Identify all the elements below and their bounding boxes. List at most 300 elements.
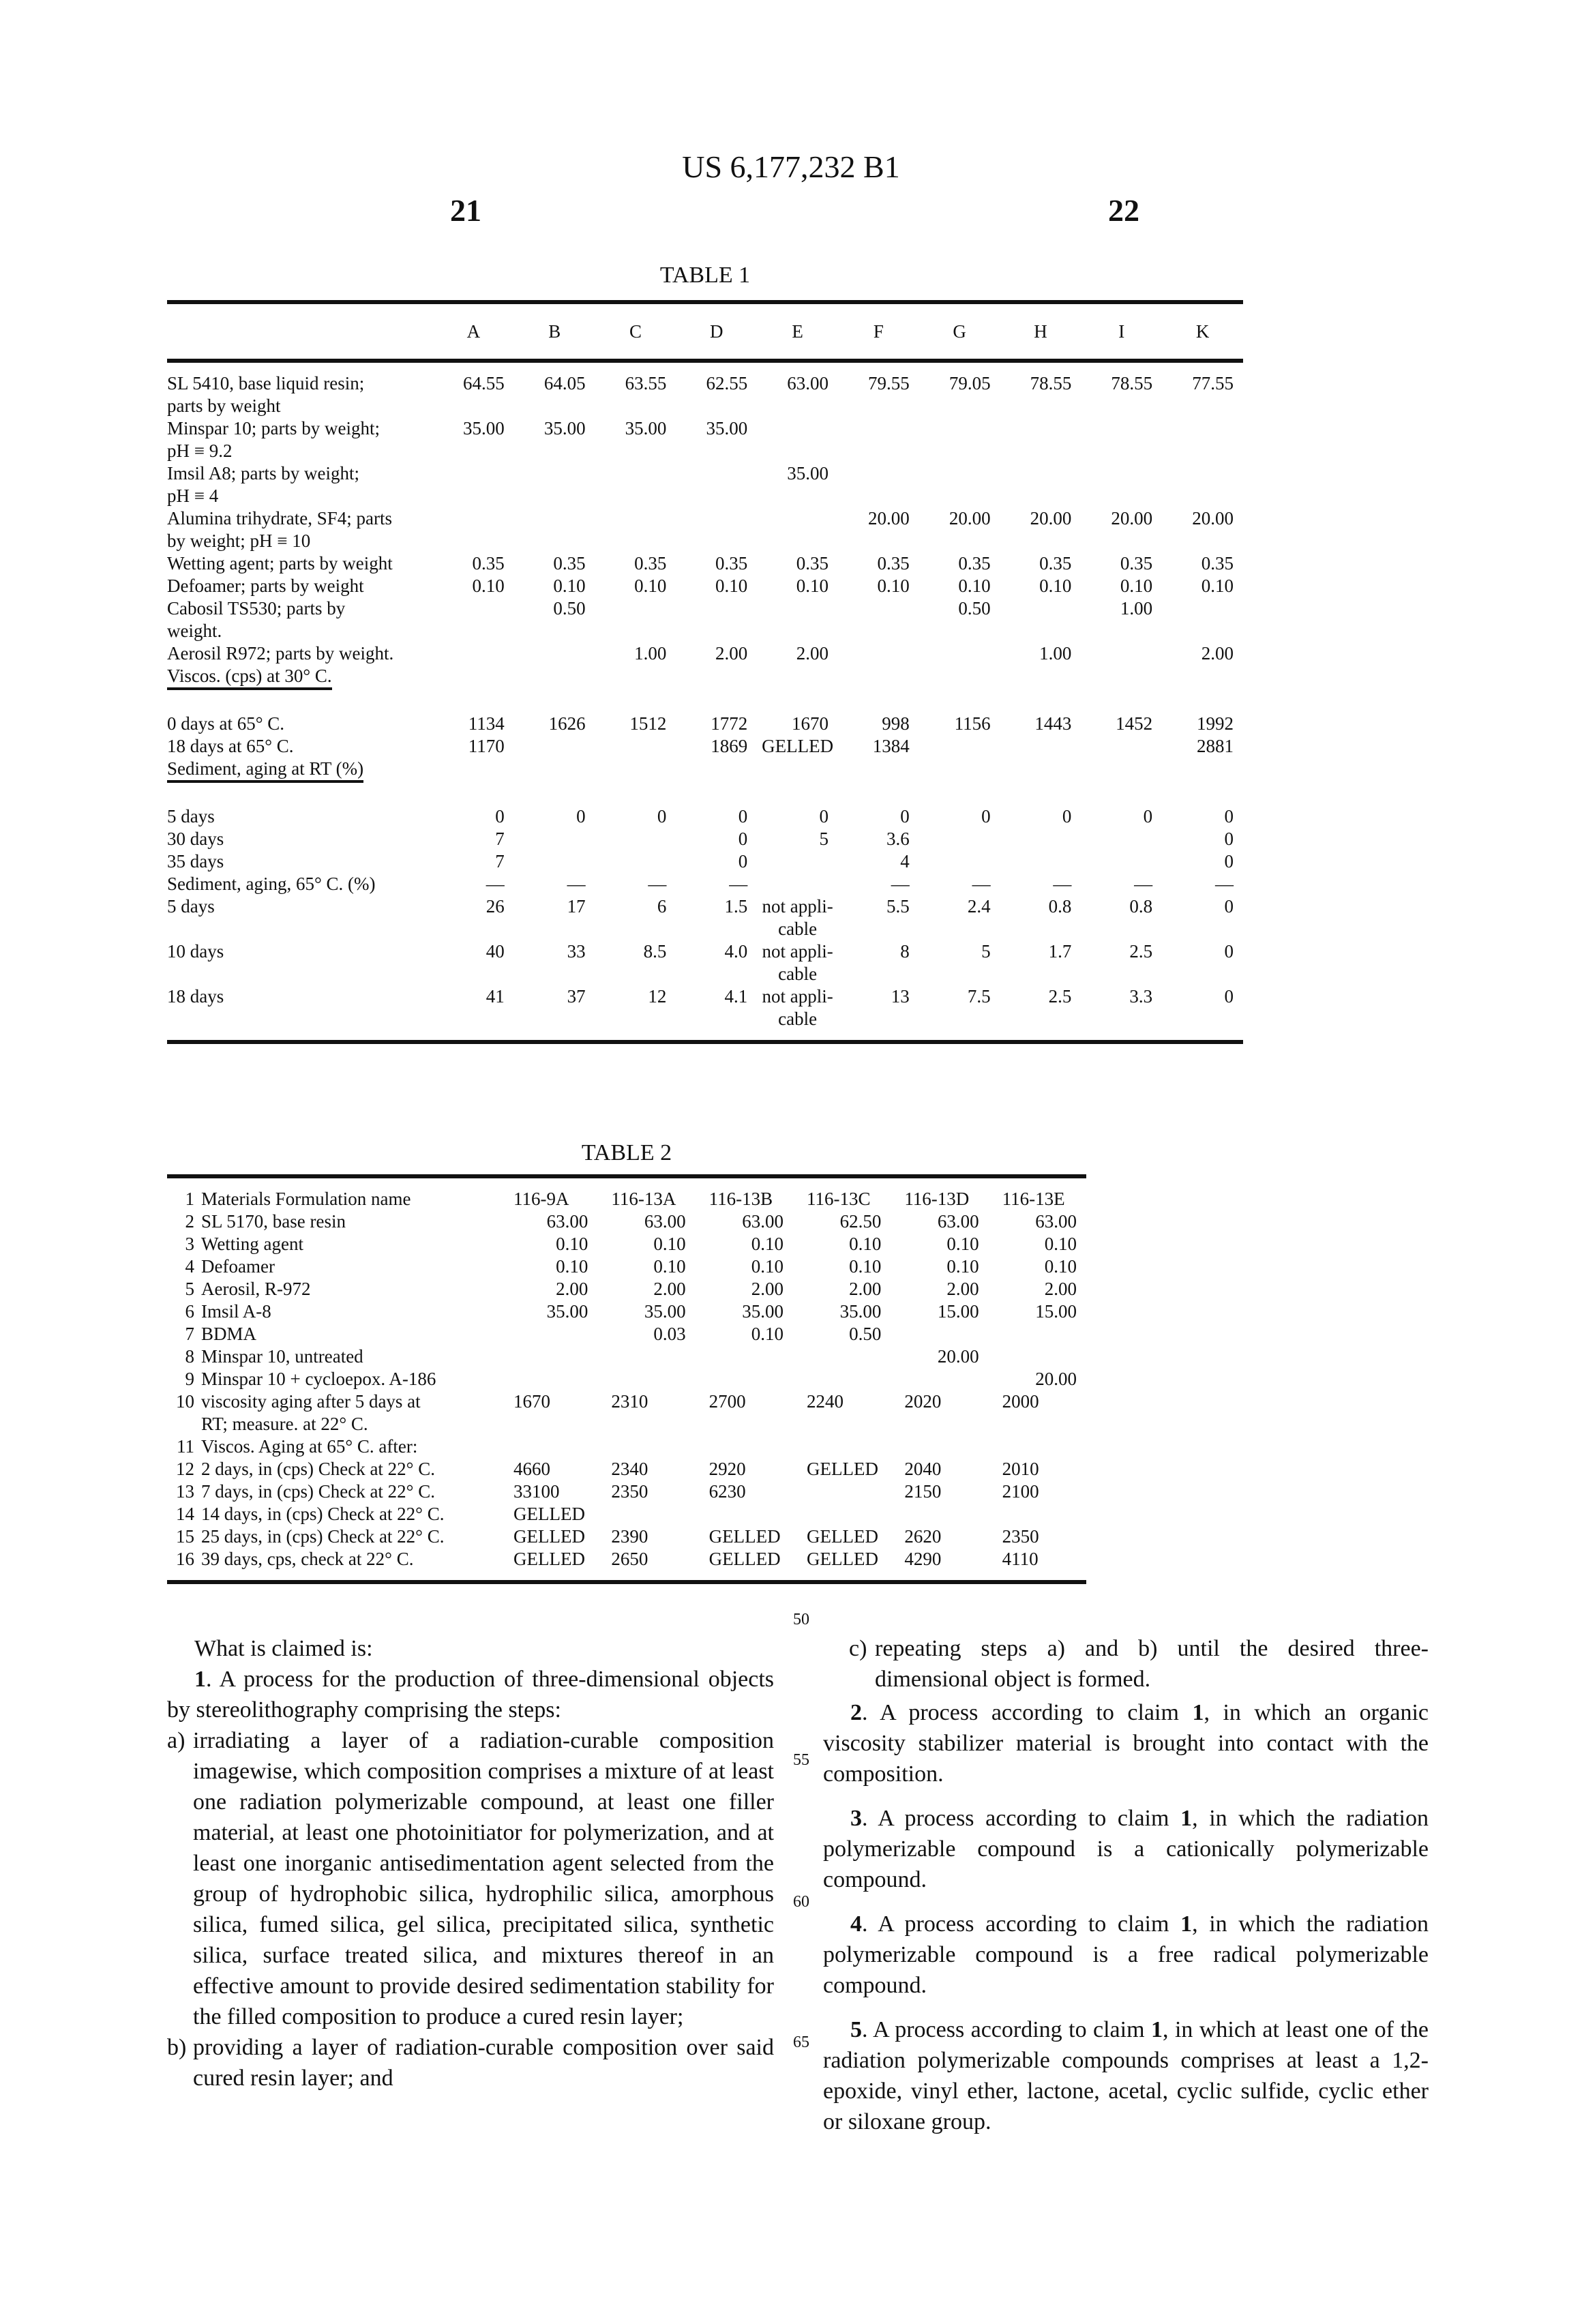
table-cell: 0.35 xyxy=(838,552,919,575)
table-cell: 26 xyxy=(433,895,514,940)
table-cell: GELLED xyxy=(757,735,838,758)
table-cell: — xyxy=(838,873,919,895)
table-cell: 2.00 xyxy=(757,642,838,665)
table-cell: 7.5 xyxy=(919,985,1000,1042)
table-cell: 0.03 xyxy=(597,1323,695,1345)
row-label: 5 days xyxy=(167,895,433,940)
table-cell: 8.5 xyxy=(595,940,676,985)
table-cell xyxy=(595,850,676,873)
table-cell: 62.55 xyxy=(676,361,757,417)
table-cell xyxy=(757,597,838,642)
table-row xyxy=(167,1323,1086,1345)
table-cell xyxy=(989,1323,1086,1345)
table-cell: 0.10 xyxy=(757,575,838,597)
table-cell: 20.00 xyxy=(919,507,1000,552)
table-cell: 998 xyxy=(838,713,919,735)
table-row xyxy=(167,642,1243,665)
table-cell: 2.00 xyxy=(793,1278,891,1300)
table-cell: GELLED xyxy=(696,1548,793,1582)
claim-text: . A process according to claim xyxy=(862,1911,1180,1937)
table-cell: 2340 xyxy=(597,1458,695,1480)
table-cell: 0.10 xyxy=(989,1233,1086,1255)
table-cell xyxy=(696,1435,793,1458)
page-number-right: 22 xyxy=(1108,192,1139,228)
line-number: 65 xyxy=(788,2034,815,2052)
claims-left-column xyxy=(167,1633,774,2094)
table-cell: 0.35 xyxy=(1000,552,1081,575)
table-row xyxy=(167,1368,1086,1390)
table-cell: 4110 xyxy=(989,1548,1086,1582)
table-cell xyxy=(838,597,919,642)
table-cell: 0 xyxy=(595,805,676,828)
claim-number: 4 xyxy=(850,1911,862,1937)
claim-reference: 1 xyxy=(1180,1911,1192,1937)
table-cell: 0.35 xyxy=(676,552,757,575)
row-label: Minspar 10 + cycloepox. A-186 xyxy=(201,1368,500,1390)
table-cell: 6230 xyxy=(696,1480,793,1503)
claim-text: . A process according to claim xyxy=(862,2017,1151,2042)
section-heading: Sediment, aging at RT (%) xyxy=(167,758,363,783)
table-cell: GELLED xyxy=(500,1503,597,1525)
table-cell: 7 xyxy=(433,850,514,873)
table-cell: 77.55 xyxy=(1162,361,1243,417)
table-cell: 0.10 xyxy=(500,1255,597,1278)
table-cell: — xyxy=(1081,873,1162,895)
table-cell xyxy=(1000,850,1081,873)
table-cell: 2650 xyxy=(597,1548,695,1582)
table-cell: 0 xyxy=(1162,828,1243,850)
table-cell: 2310 xyxy=(597,1390,695,1435)
row-number: 13 xyxy=(167,1480,201,1503)
table-cell: 0.35 xyxy=(1162,552,1243,575)
table-row xyxy=(167,1525,1086,1548)
table-cell: 0.10 xyxy=(919,575,1000,597)
table-cell xyxy=(989,1345,1086,1368)
table-cell: — xyxy=(1000,873,1081,895)
table-cell xyxy=(793,1435,891,1458)
table-cell: not appli- cable xyxy=(757,985,838,1042)
table-cell: 0.10 xyxy=(696,1233,793,1255)
table-cell: 20.00 xyxy=(1081,507,1162,552)
table-cell: 0.50 xyxy=(514,597,595,642)
table-cell: 4 xyxy=(838,850,919,873)
table-cell: 1134 xyxy=(433,713,514,735)
table-cell xyxy=(696,1368,793,1390)
table-cell: 35.00 xyxy=(597,1300,695,1323)
table-cell: 0.10 xyxy=(891,1255,988,1278)
table-row xyxy=(167,1233,1086,1255)
table-cell: 20.00 xyxy=(1162,507,1243,552)
table-cell xyxy=(919,642,1000,665)
row-label: 18 days at 65° C. xyxy=(167,735,433,758)
table-cell: 20.00 xyxy=(1000,507,1081,552)
table-row xyxy=(167,1548,1086,1582)
table-cell: 35.00 xyxy=(595,417,676,462)
row-label: Imsil A8; parts by weight; pH ≡ 4 xyxy=(167,462,433,507)
table-cell: 1869 xyxy=(676,735,757,758)
table-cell: 1156 xyxy=(919,713,1000,735)
table-cell xyxy=(891,1435,988,1458)
table-row xyxy=(167,575,1243,597)
table-cell xyxy=(433,462,514,507)
row-label: SL 5170, base resin xyxy=(201,1210,500,1233)
table-cell xyxy=(514,642,595,665)
claim-5 xyxy=(823,2014,1429,2137)
table-cell: 17 xyxy=(514,895,595,940)
column-header: C xyxy=(595,302,676,361)
table-cell xyxy=(514,507,595,552)
table-cell: — xyxy=(433,873,514,895)
table-cell: 0.35 xyxy=(1081,552,1162,575)
table-cell: 15.00 xyxy=(989,1300,1086,1323)
table-cell: 0.10 xyxy=(1081,575,1162,597)
table-cell: 35.00 xyxy=(514,417,595,462)
row-label: Wetting agent; parts by weight xyxy=(167,552,433,575)
table-cell xyxy=(433,642,514,665)
table-cell: 0.35 xyxy=(919,552,1000,575)
column-header: K xyxy=(1162,302,1243,361)
table-cell: 2.00 xyxy=(500,1278,597,1300)
claim-1-step-c xyxy=(823,1633,1429,1695)
table-row xyxy=(167,1503,1086,1525)
table-row xyxy=(167,873,1243,895)
table-cell: 2.00 xyxy=(676,642,757,665)
table-cell: — xyxy=(514,873,595,895)
table-cell xyxy=(919,735,1000,758)
table-cell: 3.6 xyxy=(838,828,919,850)
claims-intro: What is claimed is: xyxy=(167,1633,774,1664)
table-cell: 0.35 xyxy=(433,552,514,575)
step-text: repeating steps a) and b) until the desired three-dimensional object is formed. xyxy=(875,1633,1429,1695)
table-cell: 2.00 xyxy=(696,1278,793,1300)
row-number: 6 xyxy=(167,1300,201,1323)
table-cell: 0.10 xyxy=(1000,575,1081,597)
table-cell: 1670 xyxy=(757,713,838,735)
claim-number: 2 xyxy=(850,1700,862,1725)
table-cell: 0.10 xyxy=(793,1255,891,1278)
table-cell xyxy=(891,1503,988,1525)
table-cell xyxy=(433,597,514,642)
table-cell xyxy=(1081,850,1162,873)
row-number: 5 xyxy=(167,1278,201,1300)
row-number: 10 xyxy=(167,1390,201,1435)
table-cell: 78.55 xyxy=(1000,361,1081,417)
row-label: Cabosil TS530; parts by weight. xyxy=(167,597,433,642)
table-cell: 0.35 xyxy=(595,552,676,575)
table-cell: 6 xyxy=(595,895,676,940)
column-header: I xyxy=(1081,302,1162,361)
table-cell: 2.4 xyxy=(919,895,1000,940)
row-label: Wetting agent xyxy=(201,1233,500,1255)
table-cell: 2000 xyxy=(989,1390,1086,1435)
table-cell: 63.00 xyxy=(597,1210,695,1233)
row-label: Defoamer; parts by weight xyxy=(167,575,433,597)
table-cell: 0 xyxy=(433,805,514,828)
table-cell: 0 xyxy=(1162,805,1243,828)
claim-text: . A process for the production of three-dimensional objects by stereolithography comprising the steps: xyxy=(167,1667,774,1723)
table-cell: 116-13A xyxy=(597,1176,695,1210)
table-cell: 2020 xyxy=(891,1390,988,1435)
table-cell xyxy=(793,1503,891,1525)
table-cell: 15.00 xyxy=(891,1300,988,1323)
page-number-left: 21 xyxy=(450,192,481,228)
table-cell: 1626 xyxy=(514,713,595,735)
claim-3 xyxy=(823,1803,1429,1895)
table-cell: 1.7 xyxy=(1000,940,1081,985)
table-cell: GELLED xyxy=(500,1525,597,1548)
table-cell xyxy=(1162,417,1243,462)
table-cell xyxy=(514,850,595,873)
table-cell: 20.00 xyxy=(838,507,919,552)
column-header: A xyxy=(433,302,514,361)
table-cell: 0 xyxy=(838,805,919,828)
table-cell: 63.00 xyxy=(500,1210,597,1233)
table-cell: 0.10 xyxy=(433,575,514,597)
table-cell xyxy=(595,828,676,850)
table-cell: GELLED xyxy=(696,1525,793,1548)
table-cell xyxy=(1000,462,1081,507)
table-cell xyxy=(676,507,757,552)
table-cell: 63.00 xyxy=(891,1210,988,1233)
claim-reference: 1 xyxy=(1180,1806,1192,1831)
table-cell: 2.00 xyxy=(891,1278,988,1300)
claim-1-step-b xyxy=(167,2032,774,2094)
row-number: 2 xyxy=(167,1210,201,1233)
table-cell: 2700 xyxy=(696,1390,793,1435)
row-label: 7 days, in (cps) Check at 22° C. xyxy=(201,1480,500,1503)
table-cell: 2350 xyxy=(989,1525,1086,1548)
row-number: 15 xyxy=(167,1525,201,1548)
section-row xyxy=(167,758,1243,805)
row-number: 3 xyxy=(167,1233,201,1255)
table-cell: 5 xyxy=(757,828,838,850)
table-cell: 79.55 xyxy=(838,361,919,417)
table-cell: 64.55 xyxy=(433,361,514,417)
table-cell: 0.10 xyxy=(838,575,919,597)
table-cell: 1772 xyxy=(676,713,757,735)
table-cell: 0 xyxy=(514,805,595,828)
table-cell: 0.10 xyxy=(595,575,676,597)
table-row xyxy=(167,552,1243,575)
table-row xyxy=(167,850,1243,873)
table-cell: 0.10 xyxy=(676,575,757,597)
table-cell: 1170 xyxy=(433,735,514,758)
table-row xyxy=(167,1300,1086,1323)
row-label: BDMA xyxy=(201,1323,500,1345)
row-label: 2 days, in (cps) Check at 22° C. xyxy=(201,1458,500,1480)
row-label: 25 days, in (cps) Check at 22° C. xyxy=(201,1525,500,1548)
table-cell xyxy=(891,1323,988,1345)
table-cell: 7 xyxy=(433,828,514,850)
table-row xyxy=(167,895,1243,940)
row-label: Defoamer xyxy=(201,1255,500,1278)
claim-text: . A process according to claim xyxy=(862,1700,1192,1725)
table-cell xyxy=(838,642,919,665)
row-label: Alumina trihydrate, SF4; parts by weight; pH ≡ 10 xyxy=(167,507,433,552)
table-cell xyxy=(1081,642,1162,665)
row-number: 9 xyxy=(167,1368,201,1390)
table-cell xyxy=(597,1368,695,1390)
table-row xyxy=(167,985,1243,1042)
table-cell: 5 xyxy=(919,940,1000,985)
table-cell: 2.5 xyxy=(1081,940,1162,985)
table-cell: 0.10 xyxy=(597,1255,695,1278)
table-cell: 2620 xyxy=(891,1525,988,1548)
column-header: D xyxy=(676,302,757,361)
claim-text: , in which an organic viscosity stabilizer material is brought into contact with the composition. xyxy=(823,1700,1429,1787)
table-cell: 35.00 xyxy=(793,1300,891,1323)
table-cell: 2040 xyxy=(891,1458,988,1480)
claim-number: 5 xyxy=(850,2017,862,2042)
table-cell: — xyxy=(1162,873,1243,895)
table-cell xyxy=(989,1503,1086,1525)
table-row xyxy=(167,1480,1086,1503)
table-cell xyxy=(919,462,1000,507)
table-cell: not appli- cable xyxy=(757,895,838,940)
table-cell xyxy=(989,1435,1086,1458)
table-cell: 1670 xyxy=(500,1390,597,1435)
column-header: F xyxy=(838,302,919,361)
table-cell xyxy=(757,417,838,462)
table-cell xyxy=(793,1345,891,1368)
table-cell: 4660 xyxy=(500,1458,597,1480)
table-cell: 0 xyxy=(1000,805,1081,828)
table-row xyxy=(167,713,1243,735)
table1-header-row xyxy=(167,302,1243,361)
table-cell: 79.05 xyxy=(919,361,1000,417)
table-row xyxy=(167,1255,1086,1278)
table-cell xyxy=(597,1345,695,1368)
table-cell xyxy=(595,507,676,552)
table-cell xyxy=(696,1345,793,1368)
table-cell xyxy=(1081,828,1162,850)
table-cell: 116-13E xyxy=(989,1176,1086,1210)
table-cell xyxy=(1000,828,1081,850)
table-row xyxy=(167,361,1243,417)
table-cell: 116-13B xyxy=(696,1176,793,1210)
row-label: Minspar 10, untreated xyxy=(201,1345,500,1368)
step-marker: a) xyxy=(167,1725,193,2032)
table-cell xyxy=(597,1435,695,1458)
table-cell: 2390 xyxy=(597,1525,695,1548)
table-cell xyxy=(757,850,838,873)
table-cell xyxy=(757,507,838,552)
table-cell: 63.00 xyxy=(757,361,838,417)
table-cell xyxy=(500,1368,597,1390)
claim-text: , in which at least one of the radiation polymerizable compounds comprises at least a 1,2-epoxide, vinyl ether, lactone, acetal, cyclic sulfide, cyclic ether or siloxane group. xyxy=(823,2017,1429,2134)
table-cell: — xyxy=(919,873,1000,895)
column-header: G xyxy=(919,302,1000,361)
table-cell: 20.00 xyxy=(891,1345,988,1368)
table-cell xyxy=(919,417,1000,462)
table-cell: 1452 xyxy=(1081,713,1162,735)
table-cell: 41 xyxy=(433,985,514,1042)
step-text: providing a layer of radiation-curable composition over said cured resin layer; and xyxy=(193,2032,774,2094)
table-cell xyxy=(595,735,676,758)
claim-reference: 1 xyxy=(1151,2017,1163,2042)
table-cell: 20.00 xyxy=(989,1368,1086,1390)
table-row xyxy=(167,597,1243,642)
row-label: Materials Formulation name xyxy=(201,1176,500,1210)
table-cell: 1443 xyxy=(1000,713,1081,735)
table-cell xyxy=(1000,417,1081,462)
table-cell: 1992 xyxy=(1162,713,1243,735)
column-header: E xyxy=(757,302,838,361)
table-cell: 0 xyxy=(1162,985,1243,1042)
claim-text: . A process according to claim xyxy=(862,1806,1180,1831)
table-cell: 0 xyxy=(676,805,757,828)
table-cell: 0.10 xyxy=(891,1233,988,1255)
table-row xyxy=(167,805,1243,828)
table-cell xyxy=(514,735,595,758)
table-cell: 40 xyxy=(433,940,514,985)
table-cell: 35.00 xyxy=(757,462,838,507)
step-text: irradiating a layer of a radiation-curable composition imagewise, which composition comprises a mixture of at least one radiation polymerizable compound, at least one filler material, at least one photoinitiator for polymerization, and at least one inorganic antisedimentation agent selected from the group of hydrophobic silica, hydrophilic silica, amorphous silica, fumed silica, gel silica, precipitated silica, synthetic silica, surface treated silica, and mixtures thereof in an effective amount to provide desired sedimentation stability for the filled composition to produce a cured resin layer; xyxy=(193,1725,774,2032)
table-cell: 0.50 xyxy=(793,1323,891,1345)
table-cell: 64.05 xyxy=(514,361,595,417)
line-number: 60 xyxy=(788,1893,815,1911)
table-cell xyxy=(838,417,919,462)
table-cell: GELLED xyxy=(793,1458,891,1480)
claim-2 xyxy=(823,1697,1429,1789)
table-cell: 12 xyxy=(595,985,676,1042)
table-cell: 0.10 xyxy=(989,1255,1086,1278)
table-cell: — xyxy=(595,873,676,895)
table-cell: 2.00 xyxy=(1162,642,1243,665)
row-label: 0 days at 65° C. xyxy=(167,713,433,735)
table-cell: 1.00 xyxy=(1000,642,1081,665)
table-cell: 35.00 xyxy=(500,1300,597,1323)
claim-number: 1 xyxy=(194,1667,206,1692)
table-cell xyxy=(1081,735,1162,758)
table-cell xyxy=(696,1503,793,1525)
row-label: 5 days xyxy=(167,805,433,828)
table-cell xyxy=(757,873,838,895)
table-cell: 1512 xyxy=(595,713,676,735)
row-number: 12 xyxy=(167,1458,201,1480)
table-cell: GELLED xyxy=(793,1548,891,1582)
table-row xyxy=(167,735,1243,758)
table-cell: 0.10 xyxy=(696,1323,793,1345)
row-label: viscosity aging after 5 days at RT; measure. at 22° C. xyxy=(201,1390,500,1435)
table-cell: 0.10 xyxy=(793,1233,891,1255)
table-row xyxy=(167,1210,1086,1233)
table-cell xyxy=(919,828,1000,850)
table-row xyxy=(167,1278,1086,1300)
step-marker: c) xyxy=(849,1633,875,1695)
table-cell: 2.00 xyxy=(989,1278,1086,1300)
table-cell: 63.00 xyxy=(989,1210,1086,1233)
table-cell: 62.50 xyxy=(793,1210,891,1233)
row-label: Imsil A-8 xyxy=(201,1300,500,1323)
table-cell: 2100 xyxy=(989,1480,1086,1503)
table-cell xyxy=(891,1368,988,1390)
table-cell xyxy=(597,1503,695,1525)
table-cell: 0 xyxy=(676,850,757,873)
patent-number: US 6,177,232 B1 xyxy=(0,149,1582,185)
table-cell: GELLED xyxy=(793,1525,891,1548)
table-cell: 0 xyxy=(676,828,757,850)
table-cell xyxy=(1162,462,1243,507)
claim-text: , in which the radiation polymerizable compound is a free radical polymerizable compound. xyxy=(823,1911,1429,1998)
table-cell: 1.00 xyxy=(595,642,676,665)
table-cell: 1.00 xyxy=(1081,597,1162,642)
table1 xyxy=(167,300,1243,1044)
table-row xyxy=(167,828,1243,850)
table-cell: 13 xyxy=(838,985,919,1042)
table2-title: TABLE 2 xyxy=(167,1140,1086,1166)
table-cell xyxy=(1000,735,1081,758)
